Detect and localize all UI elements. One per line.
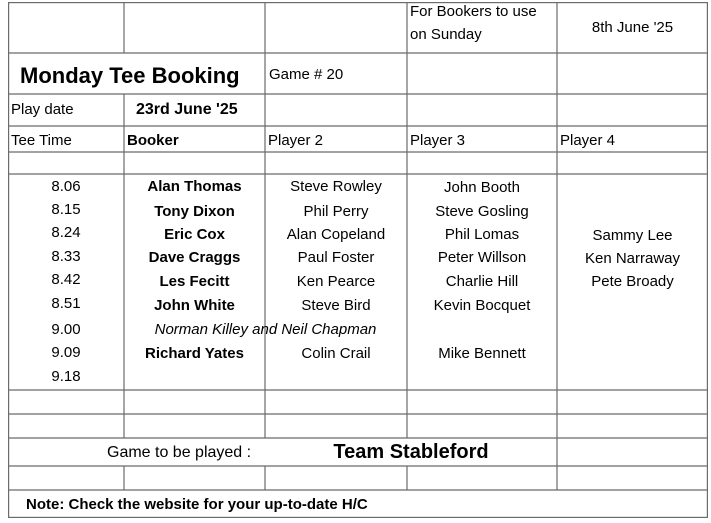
play-date-label: Play date [11, 101, 74, 118]
tee-time: 8.15 [51, 201, 81, 218]
player-2-name: Alan Copeland [286, 226, 386, 243]
game-format: Team Stableford [333, 441, 489, 463]
player-3-name: John Booth [444, 179, 520, 196]
play-date: 23rd June '25 [136, 101, 238, 118]
tee-time: 8.42 [51, 271, 81, 288]
player-3-name: Phil Lomas [444, 226, 520, 243]
tee-booking-sheet [8, 2, 708, 518]
booker-name: Tony Dixon [154, 203, 235, 220]
booker-name: Les Fecitt [159, 273, 230, 290]
player-3-name: Charlie Hill [445, 273, 519, 290]
booker-name: John White [154, 297, 235, 314]
player-3-name: Steve Gosling [435, 203, 529, 220]
player-2-name: Phil Perry [303, 203, 369, 220]
player-2-name: Ken Pearce [296, 273, 376, 290]
booker-name: Dave Craggs [148, 249, 241, 266]
tee-time: 8.33 [51, 248, 81, 265]
booker-name: Richard Yates [145, 345, 244, 362]
player-2-name: Paul Foster [297, 249, 375, 266]
player-4-name: Sammy Lee [592, 227, 673, 244]
tee-time: 9.00 [51, 321, 81, 338]
bookers-note-line-2: on Sunday [410, 26, 482, 43]
handicap-note: Note: Check the website for your up-to-date H/C [26, 496, 368, 513]
booker-name: Alan Thomas [147, 178, 242, 195]
player-2-name: Colin Crail [301, 345, 371, 362]
column-player-3: Player 3 [410, 132, 466, 149]
player-3-name: Peter Willson [437, 249, 527, 266]
game-to-be-played-label: Game to be played : [107, 444, 252, 461]
booking-note: Norman Killey and Neil Chapman [154, 321, 377, 338]
player-3-name: Kevin Bocquet [433, 297, 531, 314]
booker-name: Eric Cox [164, 226, 225, 243]
tee-time: 9.18 [51, 368, 81, 385]
column-player-2: Player 2 [268, 132, 324, 149]
player-3-name: Mike Bennett [438, 345, 526, 362]
tee-time: 9.09 [51, 344, 81, 361]
game-number: Game # 20 [269, 66, 344, 83]
player-2-name: Steve Bird [301, 297, 371, 314]
bookers-note-line-1: For Bookers to use [410, 3, 537, 20]
column-tee-time: Tee Time [11, 132, 72, 149]
tee-time: 8.24 [51, 224, 81, 241]
player-4-name: Pete Broady [591, 273, 674, 290]
sheet-date: 8th June '25 [591, 19, 674, 36]
column-booker: Booker [127, 132, 179, 149]
tee-time: 8.06 [51, 178, 81, 195]
column-player-4: Player 4 [560, 132, 616, 149]
page-title: Monday Tee Booking [20, 63, 240, 88]
tee-time: 8.51 [51, 295, 81, 312]
player-2-name: Steve Rowley [290, 178, 382, 195]
player-4-name: Ken Narraway [584, 250, 681, 267]
